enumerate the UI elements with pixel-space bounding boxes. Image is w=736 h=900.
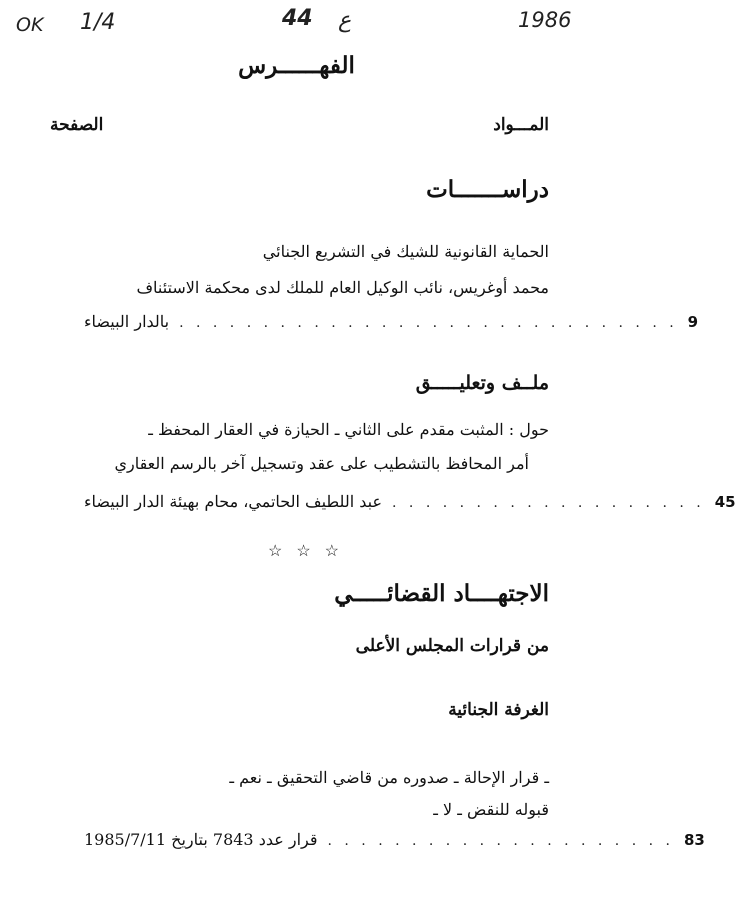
file-commentary-entry-text: عبد اللطيف الحاتمي، محام بهيئة الدار البيضاء <box>84 492 383 511</box>
file-commentary-page-number: 45 <box>714 493 736 511</box>
studies-entry-text: بالدار البيضاء <box>84 312 170 331</box>
star-divider: ☆☆☆ <box>267 541 354 560</box>
file-commentary-line-2: أمر المحافظ بالتشطيب على عقد وتسجيل آخر بالرسم العقاري <box>114 454 529 473</box>
jurisprudence-page-number: 83 <box>683 831 705 849</box>
jurisprudence-section-title: الاجتهــــاد القضائـــــي <box>334 580 549 607</box>
page-column-label: الصفحة <box>50 115 104 135</box>
handwritten-year-mark: 1986 <box>518 8 572 32</box>
criminal-chamber-title: الغرفة الجنائية <box>448 700 549 720</box>
studies-page-number: 9 <box>687 313 699 331</box>
file-commentary-entry-row <box>84 492 736 516</box>
jurisprudence-entry-text: قرار عدد 7843 بتاريخ 1985/7/11 <box>84 830 318 849</box>
supreme-council-subtitle: من قرارات المجلس الأعلى <box>355 636 549 656</box>
leader-dots: . . . . . . . . . . . . . . . . . . . . . . . . . . . . . . <box>179 315 678 331</box>
handwritten-fraction-mark: 1/4 <box>80 10 116 35</box>
studies-line-2: محمد أوغريس، نائب الوكيل العام للملك لدى محكمة الاستئناف <box>136 278 549 297</box>
studies-line-1: الحماية القانونية للشيك في التشريع الجنائي <box>262 242 549 261</box>
leader-dots: . . . . . . . . . . . . . . . . . . . . . <box>327 833 674 849</box>
handwritten-number-mark: 44 <box>282 6 313 31</box>
index-title: الفهــــــرس <box>238 52 355 79</box>
file-commentary-section-title: ملــف وتعليـــــق <box>415 372 549 394</box>
studies-entry-row <box>84 312 699 336</box>
file-commentary-line-1: حول : المثبت مقدم على الثاني ـ الحيازة في العقار المحفظ ـ <box>148 420 549 439</box>
jurisprudence-line-1: ـ قرار الإحالة ـ صدوره من قاضي التحقيق ـ نعم ـ <box>229 768 549 787</box>
jurisprudence-entry-row <box>84 830 705 854</box>
studies-section-title: دراســـــــات <box>426 176 549 203</box>
leader-dots: . . . . . . . . . . . . . . . . . . . <box>392 495 705 511</box>
handwritten-ok-mark: OK <box>16 14 44 36</box>
materials-column-label: المـــواد <box>493 115 549 135</box>
jurisprudence-line-2: قبوله للنقض ـ لا ـ <box>433 800 549 819</box>
handwritten-letter-mark: ع <box>338 8 352 33</box>
